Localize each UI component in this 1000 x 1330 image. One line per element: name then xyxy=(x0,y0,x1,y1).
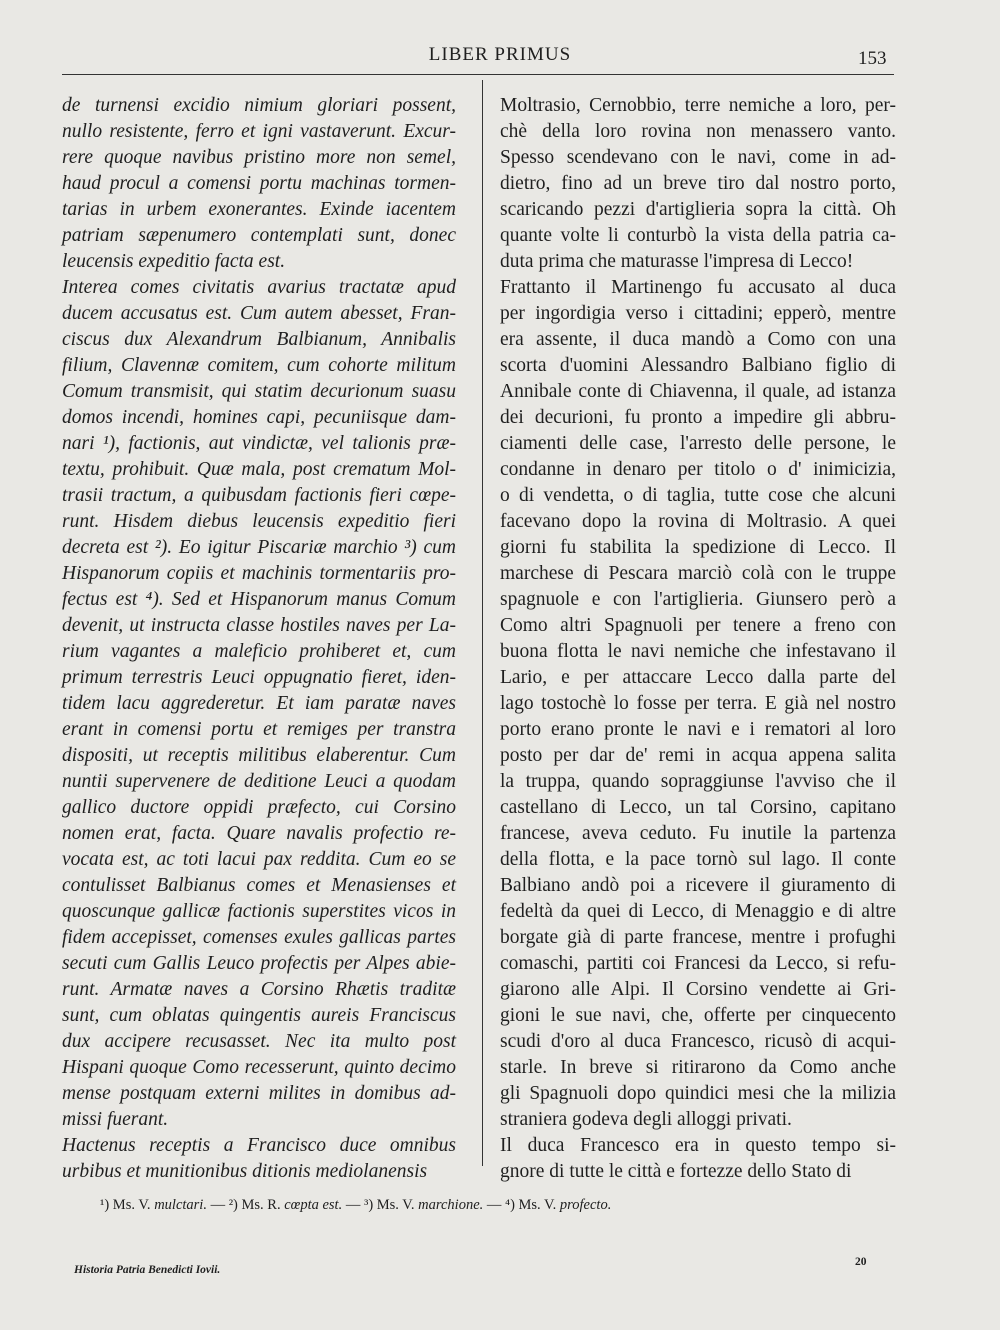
italian-text-line: duta prima che maturasse l'impresa di Lecco! xyxy=(500,251,854,272)
latin-text-line: sunt, cum oblatas quingentis aureis Franciscus xyxy=(62,1005,456,1026)
page-number: 153 xyxy=(858,48,887,69)
latin-text-line: decreta est ²). Eo igitur Piscariæ marchio ³) cum xyxy=(62,537,456,558)
latin-text-line: primum terrestris Leuci oppugnatio fieret, iden- xyxy=(62,667,456,688)
latin-text-line: urbibus et munitionibus ditionis mediolanensis xyxy=(62,1161,428,1182)
italian-text-line: marchese di Pescara marciò colà con le truppe xyxy=(500,563,896,584)
latin-text-line: devenit, ut instructa classe hostiles naves per La- xyxy=(62,615,456,636)
italian-text-line: Balbiano andò poi a ricevere il giuramento di xyxy=(500,875,896,896)
latin-text-line: vocata est, ac toti lacui pax reddita. Cum eo se xyxy=(62,849,456,870)
footer-signature-number: 20 xyxy=(855,1256,867,1268)
latin-text-line: fidem accepisset, comenses exules gallicas partes xyxy=(62,927,456,948)
latin-text-line: textu, prohibuit. Quæ mala, post crematum Mol- xyxy=(62,459,456,480)
footnotes xyxy=(100,1197,611,1214)
footnote-1-marker: ¹) Ms. V. xyxy=(100,1197,155,1213)
italian-text-line: giarono alle Alpi. Il Corsino vendette ai Gri- xyxy=(500,979,896,1000)
footnote-2-marker: — ²) Ms. R. xyxy=(206,1197,285,1213)
italian-text-line: o di vendetta, o di taglia, tutte cose che alcuni xyxy=(500,485,896,506)
italian-text-line: Como altri Spagnuoli per tenere a freno con xyxy=(500,615,896,636)
latin-text-line: gallico ductore oppidi præfecto, cui Corsino xyxy=(62,797,456,818)
italian-text-line: scudi d'oro al duca Francesco, ricusò di acqui- xyxy=(500,1031,896,1052)
latin-text-column xyxy=(62,93,456,1185)
latin-text-line: leucensis expeditio facta est. xyxy=(62,251,286,272)
italian-text-line: Moltrasio, Cernobbio, terre nemiche a loro, per- xyxy=(500,95,896,116)
latin-text-line: nomen erat, facta. Quare navalis profectio re- xyxy=(62,823,456,844)
latin-text-line: quoscunque gallicæ factionis superstites vicos in xyxy=(62,901,456,922)
latin-text-line: dispositi, ut receptis militibus elaberentur. Cum xyxy=(62,745,456,766)
latin-text-line: runt. Armatæ naves a Corsino Rhætis traditæ xyxy=(62,979,456,1000)
italian-text-line: straniera godeva degli alloggi privati. xyxy=(500,1109,792,1130)
latin-text-line: trasii tractum, a quibusdam factionis fieri cœpe- xyxy=(62,485,456,506)
latin-text-line: Hactenus receptis a Francisco duce omnibus xyxy=(62,1135,456,1156)
latin-text-line: Comum transmisit, qui statim decurionum suasu xyxy=(62,381,456,402)
italian-text-line: scorta d'uomini Alessandro Balbiano figlio di xyxy=(500,355,896,376)
italian-text-line: Lario, e per attaccare Lecco dalla parte del xyxy=(500,667,896,688)
latin-text-line: tidem lacu aggrederetur. Et iam paratæ naves xyxy=(62,693,456,714)
latin-text-line: rium vagantes a maleficio prohiberet et, cum xyxy=(62,641,456,662)
latin-text-line: mense postquam externi milites in domibus ad- xyxy=(62,1083,456,1104)
latin-text-line: patriam sæpenumero contemplati sunt, donec xyxy=(62,225,456,246)
latin-text-line: Hispani quoque Como recesserunt, quinto decimo xyxy=(62,1057,456,1078)
italian-text-line: era assente, il duca mandò a Como con una xyxy=(500,329,896,350)
footnote-2-text: cœpta est. xyxy=(284,1197,343,1213)
italian-text-line: borgate già di parte francese, mentre i profughi xyxy=(500,927,896,948)
italian-text-line: francese, aveva ceduto. Fu inutile la partenza xyxy=(500,823,896,844)
column-divider xyxy=(482,80,483,1166)
header-rule xyxy=(62,74,894,75)
latin-text-line: missi fuerant. xyxy=(62,1109,169,1130)
italian-text-line: della flotta, e la pace tornò sul lago. Il conte xyxy=(500,849,896,870)
italian-text-line: facevano dopo la rovina di Moltrasio. A quei xyxy=(500,511,896,532)
italian-text-line: dei decurioni, fu pronto a impedire gli abbru- xyxy=(500,407,896,428)
italian-text-line: gioni le sue navi, che, offerte per cinquecento xyxy=(500,1005,896,1026)
italian-text-line: per ingordigia verso i cittadini; epperò, mentre xyxy=(500,303,896,324)
latin-text-line: nari ¹), factionis, aut vindictæ, vel talionis præ- xyxy=(62,433,456,454)
latin-text-line: erant in comensi portu et remiges per transtra xyxy=(62,719,456,740)
page-header-title: LIBER PRIMUS xyxy=(428,44,572,65)
latin-text-line: ducem accusatus est. Cum autem abesset, Fran- xyxy=(62,303,456,324)
italian-text-line: fedeltà da quei di Lecco, di Menaggio e di altre xyxy=(500,901,896,922)
italian-text-line: ciamenti delle case, l'arresto delle persone, le xyxy=(500,433,896,454)
latin-text-line: domos incendi, homines capi, pecuniisque dam- xyxy=(62,407,456,428)
italian-text-line: dietro, fino ad un breve tiro dal nostro porto, xyxy=(500,173,896,194)
italian-text-line: comaschi, partiti coi Francesi da Lecco, si refu- xyxy=(500,953,896,974)
latin-text-line: runt. Hisdem diebus leucensis expeditio fieri xyxy=(62,511,456,532)
italian-text-line: Il duca Francesco era in questo tempo si- xyxy=(500,1135,896,1156)
italian-text-line: spagnuole e con l'artiglieria. Giunsero però a xyxy=(500,589,896,610)
italian-text-line: la truppa, quando sopraggiunse l'avviso che il xyxy=(500,771,896,792)
latin-text-line: tarias in urbem exonerantes. Exinde iacentem xyxy=(62,199,456,220)
italian-text-line: condanne in denaro per titolo o d' inimicizia, xyxy=(500,459,896,480)
footnote-3-marker: — ³) Ms. V. xyxy=(342,1197,419,1213)
italian-text-line: gnore di tutte le città e fortezze dello Stato di xyxy=(500,1161,852,1182)
latin-text-line: ciscus dux Alexandrum Balbianum, Annibalis xyxy=(62,329,456,350)
latin-text-line: Hispanorum copiis et machinis tormentariis pro- xyxy=(62,563,456,584)
italian-text-line: porto erano pronte le navi e i rematori al loro xyxy=(500,719,896,740)
latin-text-line: contulisset Balbianus comes et Menasienses et xyxy=(62,875,456,896)
footnote-4-text: profecto. xyxy=(559,1197,612,1213)
latin-text-line: Interea comes civitatis avarius tractatæ apud xyxy=(62,277,456,298)
latin-text-line: fectus est ⁴). Sed et Hispanorum manus Comum xyxy=(62,589,456,610)
italian-text-line: buona flotta le navi nemiche che infestavano il xyxy=(500,641,896,662)
latin-text-line: rere quoque navibus pristino more non semel, xyxy=(62,147,456,168)
latin-text-line: nuntii supervenere de deditione Leuci a quodam xyxy=(62,771,456,792)
latin-text-line: dux accipere recusasset. Nec ita multo post xyxy=(62,1031,456,1052)
italian-text-line: posto per dar de' remi in acqua appena salita xyxy=(500,745,896,766)
italian-text-line: lago tostochè lo fosse per terra. E già nel nostro xyxy=(500,693,896,714)
italian-text-line: chè della loro rovina non menassero vanto. xyxy=(500,121,896,142)
footer-book-title: Historia Patria Benedicti Iovii. xyxy=(74,1264,221,1276)
footnote-1-text: mulctari. xyxy=(154,1197,207,1213)
italian-text-line: quante volte li conturbò la vista della patria ca- xyxy=(500,225,896,246)
latin-text-line: haud procul a comensi portu machinas tormen- xyxy=(62,173,456,194)
latin-text-line: de turnensi excidio nimium gloriari possent, xyxy=(62,95,456,116)
footnote-3-text: marchione. xyxy=(418,1197,484,1213)
italian-text-line: gli Spagnuoli dopo quindici mesi che la milizia xyxy=(500,1083,896,1104)
italian-text-line: Frattanto il Martinengo fu accusato al duca xyxy=(500,277,896,298)
latin-text-line: secuti cum Gallis Leuco profectis per Alpes abie- xyxy=(62,953,456,974)
italian-text-line: giorni fu stabilita la spedizione di Lecco. Il xyxy=(500,537,896,558)
footnote-4-marker: — ⁴) Ms. V. xyxy=(483,1197,560,1213)
italian-text-column xyxy=(500,93,896,1185)
italian-text-line: Spesso scendevano con le navi, come in ad- xyxy=(500,147,896,168)
italian-text-line: starle. In breve si ritirarono da Como anche xyxy=(500,1057,896,1078)
latin-text-line: nullo resistente, ferro et igni vastaverunt. Excur- xyxy=(62,121,456,142)
italian-text-line: Annibale conte di Chiavenna, il quale, ad istanza xyxy=(500,381,896,402)
latin-text-line: filium, Clavennæ comitem, cum cohorte militum xyxy=(62,355,456,376)
italian-text-line: castellano di Lecco, un tal Corsino, capitano xyxy=(500,797,896,818)
italian-text-line: scaricando pezzi d'artiglieria sopra la città. Oh xyxy=(500,199,896,220)
